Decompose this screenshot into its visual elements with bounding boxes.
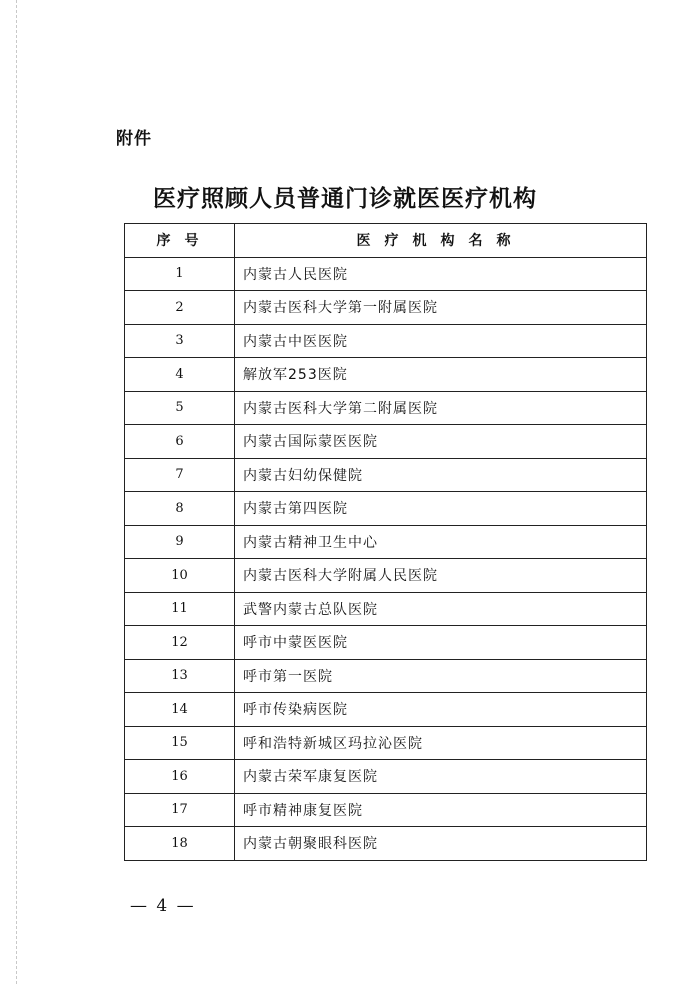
row-number: 9 [125, 525, 235, 559]
institution-name: 内蒙古妇幼保健院 [235, 458, 647, 492]
table-row [125, 559, 647, 593]
table-row [125, 458, 647, 492]
institution-name: 内蒙古医科大学第二附属医院 [235, 391, 647, 425]
table-row [125, 626, 647, 660]
table-row [125, 257, 647, 291]
table-row [125, 726, 647, 760]
institution-name: 内蒙古荣军康复医院 [235, 760, 647, 794]
row-number: 14 [125, 693, 235, 727]
institution-name: 呼和浩特新城区玛拉沁医院 [235, 726, 647, 760]
document-title: 医疗照顾人员普通门诊就医医疗机构 [153, 185, 537, 212]
row-number: 15 [125, 726, 235, 760]
header-institution-name: 医疗机构名称 [235, 224, 647, 258]
table-row [125, 525, 647, 559]
institution-name: 内蒙古中医医院 [235, 324, 647, 358]
table-row [125, 793, 647, 827]
institution-table [124, 223, 647, 861]
institution-name: 内蒙古朝聚眼科医院 [235, 827, 647, 861]
table-row [125, 592, 647, 626]
institution-name: 呼市第一医院 [235, 659, 647, 693]
institution-name: 内蒙古医科大学附属人民医院 [235, 559, 647, 593]
table-row [125, 659, 647, 693]
row-number: 7 [125, 458, 235, 492]
row-number: 17 [125, 793, 235, 827]
institution-name: 内蒙古精神卫生中心 [235, 525, 647, 559]
institution-name: 呼市精神康复医院 [235, 793, 647, 827]
table-row [125, 358, 647, 392]
row-number: 16 [125, 760, 235, 794]
table-row [125, 492, 647, 526]
institution-name: 内蒙古第四医院 [235, 492, 647, 526]
table-row [125, 291, 647, 325]
row-number: 8 [125, 492, 235, 526]
table-row [125, 827, 647, 861]
table-row [125, 760, 647, 794]
table-header-row [125, 224, 647, 258]
row-number: 11 [125, 592, 235, 626]
row-number: 1 [125, 257, 235, 291]
row-number: 18 [125, 827, 235, 861]
table-row [125, 425, 647, 459]
row-number: 3 [125, 324, 235, 358]
table-row [125, 324, 647, 358]
row-number: 6 [125, 425, 235, 459]
institution-name: 武警内蒙古总队医院 [235, 592, 647, 626]
row-number: 5 [125, 391, 235, 425]
header-serial-number: 序号 [125, 224, 235, 258]
institution-name: 内蒙古医科大学第一附属医院 [235, 291, 647, 325]
attachment-label: 附件 [116, 129, 152, 149]
table-row [125, 693, 647, 727]
row-number: 10 [125, 559, 235, 593]
page-number: — 4 — [130, 896, 196, 916]
scan-edge-line [16, 0, 17, 984]
row-number: 13 [125, 659, 235, 693]
institution-name: 内蒙古国际蒙医医院 [235, 425, 647, 459]
row-number: 2 [125, 291, 235, 325]
row-number: 4 [125, 358, 235, 392]
table-row [125, 391, 647, 425]
institution-name: 呼市中蒙医医院 [235, 626, 647, 660]
row-number: 12 [125, 626, 235, 660]
institution-name: 呼市传染病医院 [235, 693, 647, 727]
institution-name: 内蒙古人民医院 [235, 257, 647, 291]
institution-name: 解放军253医院 [235, 358, 647, 392]
